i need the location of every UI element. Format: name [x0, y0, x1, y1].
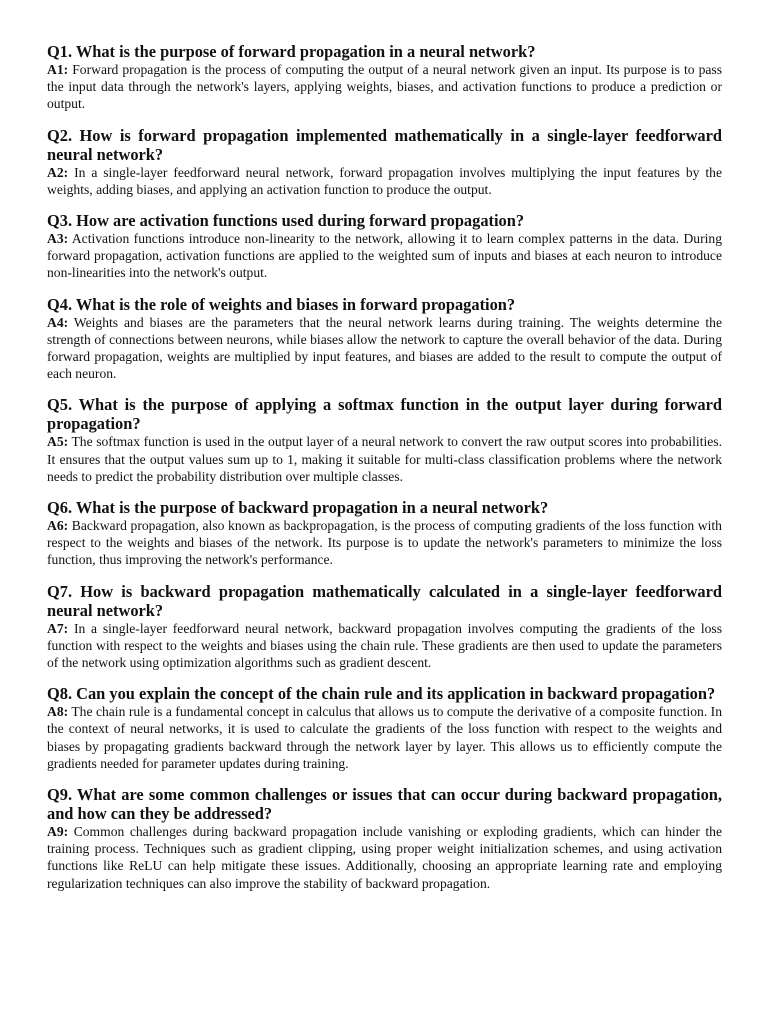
answer-4: [47, 314, 722, 383]
qa-item-3: [47, 211, 722, 282]
qa-item-2: [47, 126, 722, 198]
answer-text-4: Weights and biases are the parameters that the neural network learns during training. The weights determine the strength of connections between neurons, while biases allow the network to capture the overall behavior of the data. During forward propagation, weights are multiplied by input features, and biases are added to the result to compute the output of each neuron.: [47, 314, 723, 382]
answer-label-6: A6:: [47, 518, 69, 534]
answer-text-6: Backward propagation, also known as backpropagation, is the process of computing gradients of the loss function with respect to the weights and biases of the network. Its purpose is to update the network's parameters to minimize the loss function, thus improving the network's performance.: [47, 518, 722, 568]
answer-3: [47, 230, 722, 282]
answer-text-9: Common challenges during backward propagation include vanishing or exploding gradients, which can hinder the training process. Techniques such as gradient clipping, using proper weight initialization schemes, and using activation functions like ReLU can help mitigate these issues. Additionally, choosing an appropriate learning rate and employing regularization techniques can also improve the stability of backward propagation.: [47, 824, 722, 891]
answer-label-9: A9:: [47, 824, 69, 840]
question-3: Q3. How are activation functions used during forward propagation?: [47, 211, 525, 231]
question-4: Q4. What is the role of weights and biases in forward propagation?: [47, 294, 516, 314]
answer-label-1: A1:: [47, 62, 69, 77]
qa-item-1: [47, 42, 722, 113]
answer-label-8: A8:: [47, 704, 69, 720]
qa-document: [47, 42, 722, 905]
question-6: Q6. What is the purpose of backward propagation in a neural network?: [47, 498, 549, 518]
question-8: Q8. Can you explain the concept of the chain rule and its application in backward propagation?: [47, 684, 716, 704]
answer-text-7: In a single-layer feedforward neural network, backward propagation involves computing the gradients of the loss function with respect to the weights and biases using the chain rule. These gradients are then used to update the parameters of the network using optimization algorithms such as gradient descent.: [47, 620, 723, 671]
answer-7: [47, 620, 722, 672]
question-7: Q7. How is backward propagation mathematically calculated in a single-layer feedforward neural network?: [47, 581, 722, 620]
qa-item-4: [47, 295, 722, 383]
answer-label-3: A3:: [47, 231, 69, 247]
answer-text-2: In a single-layer feedforward neural network, forward propagation involves multiplying the input features by the weights, adding biases, and applying an activation function to produce the output.: [47, 164, 722, 197]
question-1: Q1. What is the purpose of forward propagation in a neural network?: [47, 42, 536, 61]
answer-label-2: A2:: [47, 164, 69, 180]
answer-8: [47, 703, 722, 772]
qa-item-7: [47, 582, 722, 672]
question-2: Q2. How is forward propagation implemented mathematically in a single-layer feedforward neural network?: [47, 125, 722, 164]
answer-label-7: A7:: [47, 620, 69, 636]
answer-6: [47, 517, 722, 569]
qa-item-9: [47, 785, 722, 892]
answer-5: [47, 433, 722, 485]
answer-text-1: Forward propagation is the process of computing the output of a neural network given an input. Its purpose is to pass the input data through the network's layers, applying weights, biases, and activation functions to produce a prediction or output.: [47, 62, 723, 112]
qa-item-6: [47, 498, 722, 569]
answer-text-5: The softmax function is used in the output layer of a neural network to convert the raw output scores into probabilities. It ensures that the output values sum up to 1, making it suitable for multi-class classification problems where the network needs to predict the probability distribution over multiple classes.: [47, 434, 722, 484]
qa-item-8: [47, 684, 722, 772]
qa-item-5: [47, 395, 722, 485]
answer-text-3: Activation functions introduce non-linearity to the network, allowing it to learn complex patterns in the data. During forward propagation, activation functions are applied to the weighted sum of inputs and biases at each neuron to introduce non-linearities into the network's output.: [47, 231, 722, 281]
answer-9: [47, 823, 722, 892]
answer-label-4: A4:: [47, 314, 69, 330]
answer-2: [47, 164, 722, 198]
answer-text-8: The chain rule is a fundamental concept in calculus that allows us to compute the derivative of a composite function. In the context of neural networks, it is used to calculate the gradients of the loss function with respect to the weights and biases by propagating gradients backward through the network layer by layer. This allows us to efficiently compute the gradients needed for parameter updates during training.: [47, 704, 722, 771]
question-9: Q9. What are some common challenges or issues that can occur during backward propagation, and how can they be addressed?: [47, 785, 722, 824]
answer-label-5: A5:: [47, 434, 69, 450]
answer-1: [47, 61, 722, 113]
question-5: Q5. What is the purpose of applying a softmax function in the output layer during forward propagation?: [47, 395, 722, 434]
